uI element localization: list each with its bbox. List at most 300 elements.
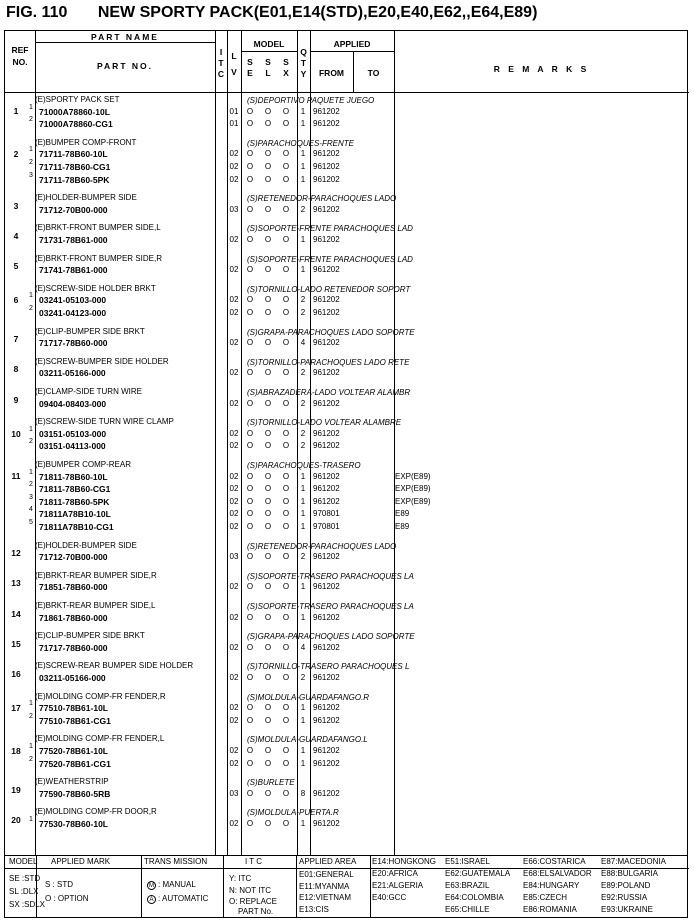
spanish-part-name: (S)SOPORTE-FRENTE PARACHOQUES LAD [247, 224, 413, 234]
spanish-part-name: (S)BURLETE [247, 778, 295, 788]
applied-area-code: E01:GENERAL [299, 870, 354, 879]
part-name: (E)SCREW-BUMPER SIDE HOLDER [35, 356, 169, 366]
level-value: 01 [229, 119, 239, 129]
ref-number: 20 [11, 814, 21, 825]
model-mark: O [264, 522, 272, 531]
part-name: (E)BUMPER COMP-FRONT [35, 137, 137, 147]
level-value: 02 [229, 441, 239, 451]
applied-from-value: 961202 [313, 582, 340, 592]
ref-number: 13 [11, 578, 21, 589]
model-mark: O [282, 582, 290, 592]
ref-number: 10 [11, 428, 21, 439]
level-value: 02 [229, 582, 239, 592]
legend-manual-text: : MANUAL [158, 880, 196, 889]
applied-area-code: E84:HUNGARY [523, 881, 580, 890]
spanish-part-name: (S)TORNILLO-LADO VOLTEAR ALAMBRE [247, 418, 402, 428]
level-value: 02 [229, 703, 239, 713]
model-mark: O [264, 703, 272, 713]
model-mark: O [282, 496, 290, 506]
spanish-part-name: (S)GRAPA-PARACHOQUES LADO SOPORTE [247, 327, 415, 337]
sub-number: 3 [29, 493, 33, 501]
model-mark: O [246, 758, 254, 768]
model-mark: O [282, 758, 290, 768]
footer-col-divider [296, 856, 297, 917]
model-mark: O [246, 307, 254, 317]
model-mark: O [282, 642, 290, 652]
no-header: NO. [12, 57, 28, 67]
part-number: 71811A78B10-10L [39, 509, 111, 520]
quantity-value: 2 [300, 398, 306, 408]
model-mark: O [282, 522, 290, 531]
table-row [5, 138, 689, 193]
sub-number: 1 [29, 700, 33, 708]
remarks-value: EXP(E89) [395, 471, 431, 481]
model-mark: O [282, 441, 290, 451]
lv-header-v: V [231, 67, 237, 77]
applied-area-code: E86:ROMANIA [523, 905, 577, 914]
part-name: (E)HOLDER-BUMPER SIDE [35, 540, 137, 550]
model-mark: O [246, 642, 254, 652]
spanish-part-name: (S)RETENEDOR-PARACHOQUES LADO [247, 194, 397, 204]
model-mark: O [264, 204, 272, 214]
model-mark: O [264, 672, 272, 682]
applied-area-code: E51:ISRAEL [445, 857, 490, 866]
level-value: 02 [229, 818, 239, 828]
table-row [5, 807, 689, 837]
ref-number: 2 [13, 149, 19, 160]
part-number: 71000A78860-10L [39, 106, 110, 117]
applied-area-code: E11:MYANMA [299, 881, 350, 891]
legend-se: SE :STD [9, 874, 41, 883]
applied-divider [310, 51, 394, 52]
level-value: 02 [229, 509, 239, 519]
table-row [5, 327, 689, 357]
level-value: 02 [229, 295, 239, 305]
applied-from-value: 961202 [313, 552, 340, 562]
model-mark: O [282, 338, 290, 348]
footer-col-divider [141, 856, 142, 917]
remarks-value: E89 [395, 509, 410, 519]
part-name: (E)BRKT-FRONT BUMPER SIDE,L [35, 223, 161, 233]
model-mark: O [282, 307, 290, 317]
part-name: (E)CLIP-BUMPER SIDE BRKT [35, 631, 145, 641]
applied-from-value: 961202 [313, 119, 340, 129]
model-mark: O [264, 174, 272, 184]
model-mark: O [282, 612, 290, 622]
applied-area-code: E65:CHILLE [445, 905, 490, 914]
table-row [5, 387, 689, 417]
part-number: 09404-08403-000 [39, 398, 107, 409]
model-mark: O [246, 471, 254, 481]
part-number: 71711-78B60-CG1 [39, 161, 111, 172]
applied-area-code: E14:HONGKONG [372, 857, 437, 866]
sub-number: 1 [29, 146, 33, 154]
model-mark: O [264, 582, 272, 592]
applied-area-code: E66:COSTARICA [523, 857, 586, 866]
applied-area-code: E88:BULGARIA [601, 869, 658, 878]
quantity-value: 1 [300, 106, 306, 116]
level-value: 01 [229, 106, 239, 116]
model-mark: O [282, 398, 290, 408]
applied-area-code: E87:MACEDONIA [601, 857, 666, 866]
part-number: 03241-04123-000 [39, 307, 107, 318]
figure-title: NEW SPORTY PACK(E01,E14(STD),E20,E40,E62,,E64,E89) [97, 4, 538, 21]
part-number: 03151-04113-000 [39, 441, 106, 452]
model-mark: O [246, 484, 254, 494]
itc-header-i: I [219, 47, 223, 57]
applied-area-code: E62:GUATEMALA [445, 869, 511, 878]
applied-area-code: E20:AFRICA [372, 869, 418, 878]
ref-number: 19 [11, 784, 21, 795]
quantity-value: 1 [300, 758, 306, 768]
sub-number: 1 [29, 425, 33, 433]
sub-number: 2 [29, 304, 33, 312]
model-se-bottom: E [247, 68, 253, 78]
quantity-value: 2 [300, 307, 306, 317]
level-value: 02 [229, 174, 239, 184]
sub-number: 2 [29, 116, 33, 124]
applied-area-code: E92:RUSSIA [601, 893, 648, 902]
part-number: 71711-78B60-10L [39, 149, 108, 160]
level-value: 02 [229, 471, 239, 481]
level-value: 03 [229, 788, 239, 798]
automatic-mark-icon: A [147, 895, 156, 904]
model-mark: O [246, 204, 254, 214]
applied-area-code: E63:BRAZIL [445, 881, 490, 890]
table-row [5, 95, 689, 138]
quantity-value: 1 [300, 119, 306, 129]
model-mark: O [282, 174, 290, 184]
quantity-value: 8 [300, 788, 306, 798]
spanish-part-name: (S)TORNILLO-LADO RETENEDOR SOPORT [247, 284, 411, 294]
spanish-part-name: (S)SOPORTE-FRENTE PARACHOQUES LAD [247, 254, 413, 264]
applied-from-value: 961202 [313, 788, 340, 798]
part-number: 71811-78B60-CG1 [39, 484, 111, 495]
model-mark: O [264, 745, 272, 755]
model-mark: O [246, 119, 254, 129]
part-name: (E)MOLDING COMP-FR FENDER,L [35, 734, 165, 744]
table-row [5, 223, 689, 253]
ref-number: 7 [13, 334, 19, 345]
model-mark: O [282, 106, 290, 116]
level-value: 02 [229, 338, 239, 348]
ref-number: 18 [11, 745, 21, 756]
applied-area-code: E85:CZECH [523, 893, 568, 902]
level-value: 02 [229, 234, 239, 244]
applied-from-value: 961202 [313, 265, 340, 275]
applied-from-value: 970801 [313, 509, 340, 519]
spanish-part-name: (S)MOLDULA-GUARDAFANGO.L [247, 735, 368, 745]
model-mark: O [264, 788, 272, 798]
model-mark: O [264, 295, 272, 305]
table-row [5, 601, 689, 631]
applied-from-value: 970801 [313, 522, 340, 531]
level-value: 03 [229, 204, 239, 214]
model-mark: O [282, 471, 290, 481]
quantity-value: 1 [300, 509, 306, 519]
model-mark: O [246, 522, 254, 531]
level-value: 02 [229, 522, 239, 531]
table-row [5, 357, 689, 387]
part-number: 71741-78B61-000 [39, 265, 108, 276]
model-mark: O [282, 745, 290, 755]
model-mark: O [282, 204, 290, 214]
part-name: (E)BRKT-REAR BUMPER SIDE,R [35, 570, 157, 580]
model-mark: O [282, 161, 290, 171]
quantity-value: 1 [300, 149, 306, 159]
level-value: 02 [229, 161, 239, 171]
model-mark: O [246, 106, 254, 116]
model-mark: O [264, 484, 272, 494]
model-mark: O [246, 672, 254, 682]
footer-col-divider [223, 856, 224, 917]
part-number: 77520-78B61-CG1 [39, 758, 111, 769]
model-mark: O [246, 441, 254, 451]
model-mark: O [264, 338, 272, 348]
part-name-header: PART NAME [91, 32, 159, 42]
legend-manual [147, 880, 196, 890]
applied-from-value: 961202 [313, 745, 340, 755]
part-number: 71811-78B60-5PK [39, 496, 110, 507]
part-name: (E)MOLDING COMP-FR FENDER,R [35, 691, 166, 701]
model-mark: O [246, 715, 254, 725]
applied-area-code: E13:CIS [299, 904, 329, 914]
model-mark: O [282, 428, 290, 438]
level-value: 02 [229, 149, 239, 159]
level-value: 02 [229, 642, 239, 652]
legend-itc-label: I T C [245, 857, 263, 866]
header-divider [35, 42, 215, 43]
ref-number: 1 [13, 106, 19, 117]
level-value: 02 [229, 484, 239, 494]
spanish-part-name: (S)RETENEDOR-PARACHOQUES LADO [247, 541, 397, 551]
sub-number: 1 [29, 292, 33, 300]
applied-area-code: E12:VIETNAM [299, 893, 352, 902]
ref-number: 4 [13, 230, 19, 241]
model-mark: O [246, 703, 254, 713]
level-value: 02 [229, 715, 239, 725]
remarks-header: R E M A R K S [493, 64, 590, 74]
quantity-value: 2 [300, 552, 306, 562]
from-header: FROM [318, 68, 345, 78]
table-row [5, 777, 689, 807]
model-mark: O [264, 368, 272, 378]
quantity-value: 1 [300, 471, 306, 481]
table-row [5, 692, 689, 735]
table-row [5, 193, 689, 223]
model-mark: O [246, 612, 254, 622]
sub-number: 3 [29, 171, 33, 179]
quantity-value: 2 [300, 204, 306, 214]
part-number: 03211-05166-000 [39, 672, 106, 683]
legend-model-label: MODEL [9, 857, 38, 866]
model-mark: O [246, 552, 254, 562]
ref-number: 3 [13, 200, 19, 211]
table-row [5, 284, 689, 327]
part-number: 71811A78B10-CG1 [39, 522, 114, 532]
model-mark: O [246, 582, 254, 592]
model-mark: O [282, 715, 290, 725]
applied-from-value: 961202 [313, 672, 340, 682]
model-mark: O [264, 509, 272, 519]
model-mark: O [264, 818, 272, 828]
part-number: 03241-05103-000 [39, 295, 107, 306]
level-value: 02 [229, 745, 239, 755]
legend-automatic-text: : AUTOMATIC [158, 894, 209, 903]
model-sx-bottom: X [283, 68, 289, 78]
applied-area-code: E93:UKRAINE [601, 905, 654, 914]
qty-header-q: Q [300, 47, 307, 57]
quantity-value: 4 [300, 338, 306, 348]
model-mark: O [282, 368, 290, 378]
quantity-value: 1 [300, 174, 306, 184]
sub-number: 1 [29, 468, 33, 476]
model-mark: O [264, 552, 272, 562]
model-mark: O [264, 758, 272, 768]
quantity-value: 1 [300, 484, 306, 494]
part-number: 71717-78B60-000 [39, 338, 108, 349]
applied-from-value: 961202 [313, 484, 340, 494]
quantity-value: 2 [300, 672, 306, 682]
level-value: 02 [229, 612, 239, 622]
remarks-value: EXP(E89) [395, 484, 431, 494]
part-name: (E)SCREW-SIDE TURN WIRE CLAMP [35, 417, 174, 427]
model-mark: O [264, 441, 272, 451]
legend-o-replace: O: REPLACE [229, 897, 278, 906]
ref-number: 9 [13, 394, 19, 405]
legend-automatic [147, 894, 208, 904]
applied-from-value: 961202 [313, 106, 340, 116]
quantity-value: 1 [300, 234, 306, 244]
applied-from-value: 961202 [313, 204, 340, 214]
level-value: 02 [229, 398, 239, 408]
sub-number: 1 [29, 103, 33, 111]
model-mark: O [246, 149, 254, 159]
applied-area-code: E89:POLAND [601, 881, 651, 890]
sub-number: 2 [29, 481, 33, 489]
applied-from-value: 961202 [313, 234, 340, 244]
sub-number: 4 [29, 506, 33, 514]
ref-number: 17 [11, 702, 21, 713]
model-mark: O [282, 295, 290, 305]
applied-from-value: 961202 [313, 174, 340, 184]
ref-number: 6 [13, 295, 19, 306]
part-name: (E)CLAMP-SIDE TURN WIRE [35, 387, 142, 396]
model-mark: O [246, 745, 254, 755]
model-mark: O [282, 484, 290, 494]
model-mark: O [264, 234, 272, 244]
applied-area-code: E21:ALGERIA [372, 881, 424, 890]
parts-table [4, 30, 688, 856]
spanish-part-name: (S)ABRAZADERA-LADO VOLTEAR ALAMBR [247, 388, 411, 397]
model-mark: O [282, 234, 290, 244]
table-row [5, 734, 689, 777]
part-name: (E)WEATHERSTRIP [35, 777, 109, 787]
model-sx-top: S [283, 57, 289, 67]
part-number: 71000A78860-CG1 [39, 119, 113, 130]
applied-from-value: 961202 [313, 758, 340, 768]
ref-number: 15 [11, 638, 21, 649]
model-mark: O [282, 119, 290, 129]
spanish-part-name: (S)MOLDULA-PUERTA.R [247, 808, 339, 818]
model-mark: O [246, 509, 254, 519]
model-mark: O [264, 149, 272, 159]
model-se-top: S [247, 57, 253, 67]
model-mark: O [246, 338, 254, 348]
model-mark: O [246, 496, 254, 506]
level-value: 02 [229, 368, 239, 378]
part-number: 77510-78B61-10L [39, 703, 108, 714]
quantity-value: 1 [300, 612, 306, 622]
level-value: 02 [229, 265, 239, 275]
legend-y-itc: Y: ITC [229, 874, 252, 883]
applied-from-value: 961202 [313, 642, 340, 652]
quantity-value: 2 [300, 295, 306, 305]
model-mark: O [246, 265, 254, 275]
model-header: MODEL [253, 39, 285, 49]
part-number: 03151-05103-000 [39, 428, 107, 439]
part-name: (E)HOLDER-BUMPER SIDE [35, 193, 137, 203]
spanish-part-name: (S)TORNILLO-PARACHOQUES LADO RETE [247, 357, 410, 367]
ref-number: 8 [13, 364, 19, 375]
model-sl-bottom: L [265, 68, 271, 78]
ref-number: 11 [11, 471, 21, 482]
part-name: (E)SCREW-REAR BUMPER SIDE HOLDER [35, 661, 194, 671]
applied-area-code: E64:COLOMBIA [445, 893, 504, 902]
quantity-value: 1 [300, 715, 306, 725]
spanish-part-name: (S)SOPORTE-TRASERO PARACHOQUES LA [247, 571, 414, 581]
level-value: 02 [229, 758, 239, 768]
model-mark: O [264, 307, 272, 317]
ref-number: 5 [13, 261, 19, 272]
part-number: 77510-78B61-CG1 [39, 715, 111, 726]
part-number: 71851-78B60-000 [39, 582, 108, 593]
part-number: 71711-78B60-5PK [39, 174, 110, 185]
spanish-part-name: (S)SOPORTE-TRASERO PARACHOQUES LA [247, 602, 414, 611]
applied-from-value: 961202 [313, 818, 340, 828]
model-mark: O [246, 234, 254, 244]
part-number: 03211-05166-000 [39, 368, 106, 379]
model-mark: O [264, 715, 272, 725]
sub-number: 2 [29, 755, 33, 763]
part-name: (E)BRKT-REAR BUMPER SIDE,L [35, 601, 156, 610]
applied-area-code: E68:ELSALVADOR [523, 869, 592, 878]
applied-from-value: 961202 [313, 338, 340, 348]
table-row [5, 541, 689, 571]
quantity-value: 1 [300, 496, 306, 506]
legend-area-label: APPLIED AREA [299, 857, 357, 866]
quantity-value: 2 [300, 428, 306, 438]
model-mark: O [246, 788, 254, 798]
legend-part-no: PART No. [238, 907, 274, 916]
applied-from-value: 961202 [313, 398, 340, 408]
quantity-value: 1 [300, 745, 306, 755]
legend-sx: SX :SDLX [9, 900, 46, 909]
applied-from-value: 961202 [313, 496, 340, 506]
model-mark: O [246, 174, 254, 184]
part-name: (E)BRKT-FRONT BUMPER SIDE,R [35, 253, 162, 263]
table-row [5, 571, 689, 601]
applied-from-value: 961202 [313, 441, 340, 451]
spanish-part-name: (S)PARACHOQUES-FRENTE [247, 138, 354, 148]
table-row [5, 460, 689, 541]
model-mark: O [264, 642, 272, 652]
model-mark: O [264, 106, 272, 116]
part-name: (E)SCREW-SIDE HOLDER BRKT [35, 283, 156, 293]
part-number: 71731-78B61-000 [39, 234, 108, 245]
legend-o-option: O : OPTION [45, 894, 89, 903]
applied-from-value: 961202 [313, 307, 340, 317]
